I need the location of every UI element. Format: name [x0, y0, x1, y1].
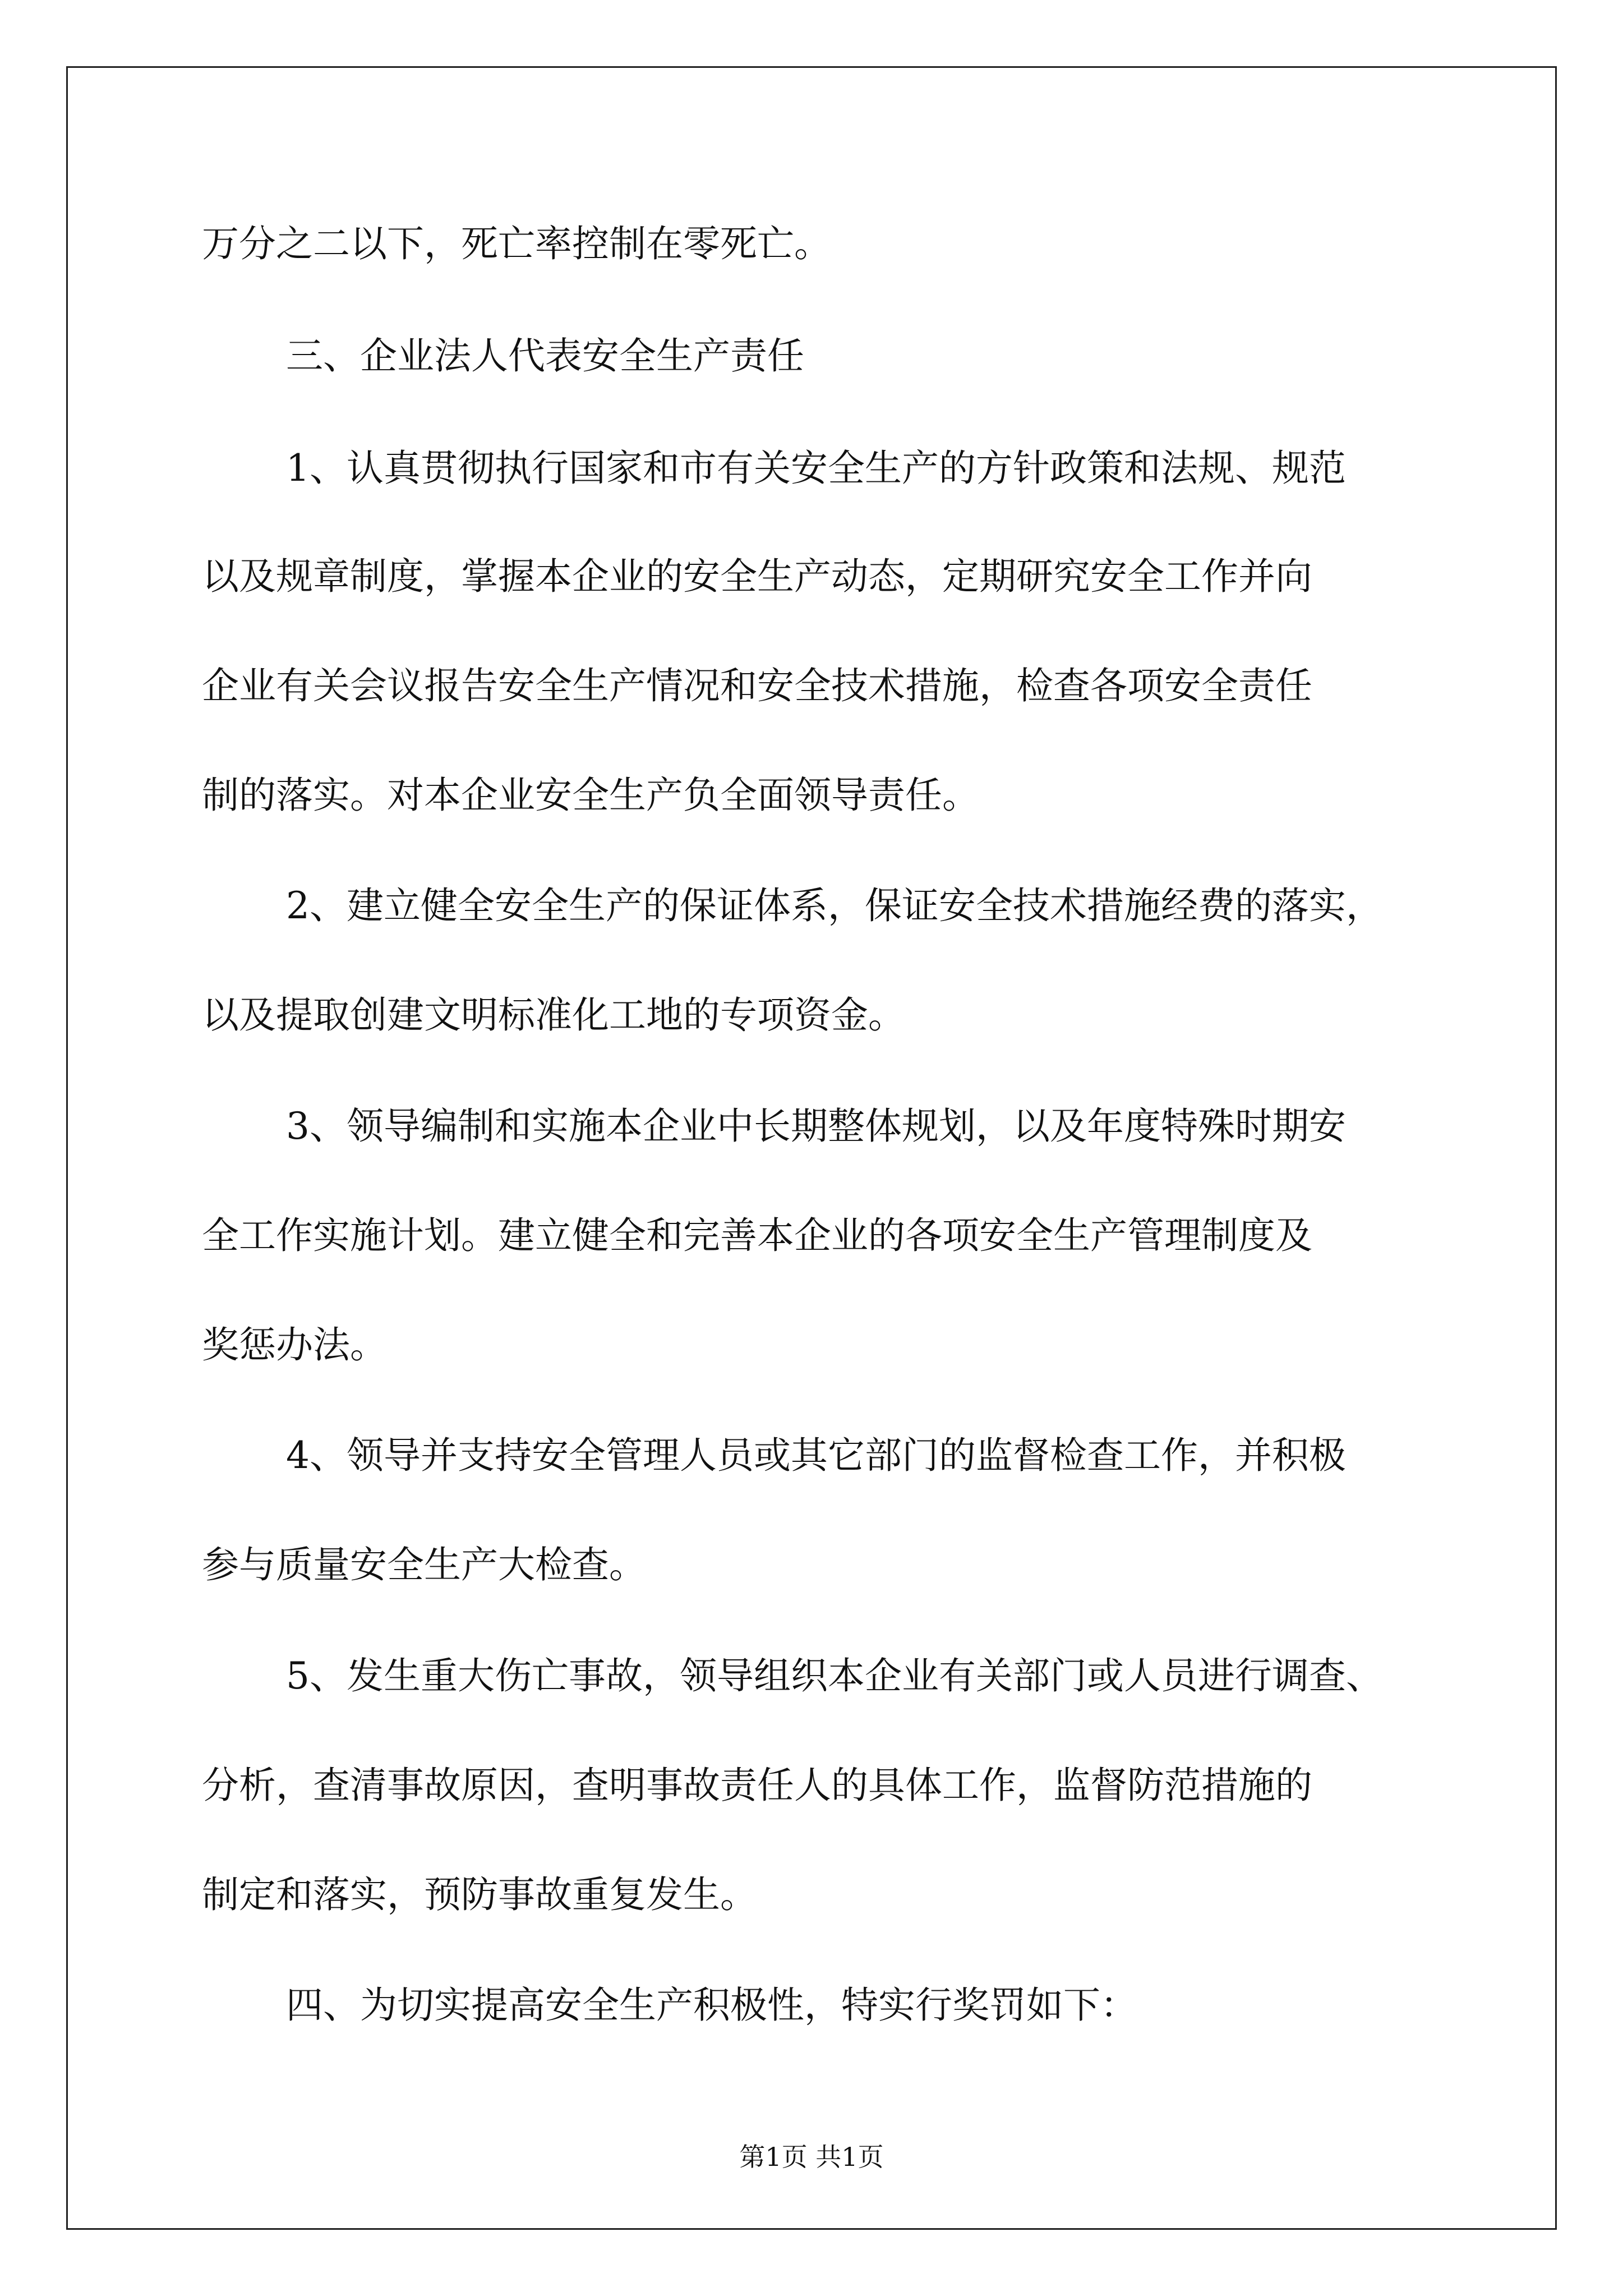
text-line: 万分之二以下，死亡率控制在零死亡。 — [202, 222, 831, 265]
text-line: 参与质量安全生产大检查。 — [202, 1543, 646, 1586]
text-line: 2、建立健全安全生产的保证体系，保证安全技术措施经费的落实， — [286, 884, 1383, 927]
text-line: 3、领导编制和实施本企业中长期整体规划，以及年度特殊时期安 — [286, 1105, 1346, 1148]
text-line: 5、发生重大伤亡事故，领导组织本企业有关部门或人员进行调查、 — [286, 1654, 1383, 1697]
text-line: 分析，查清事故原因，查明事故责任人的具体工作，监督防范措施的 — [202, 1764, 1312, 1807]
text-line: 全工作实施计划。建立健全和完善本企业的各项安全生产管理制度及 — [202, 1214, 1312, 1257]
text-line: 制定和落实，预防事故重复发生。 — [202, 1873, 757, 1916]
section-heading: 四、为切实提高安全生产积极性，特实行奖罚如下： — [286, 1984, 1137, 2027]
text-line: 奖惩办法。 — [202, 1323, 387, 1366]
page-footer: 第1页 共1页 — [739, 2142, 884, 2172]
section-heading: 三、企业法人代表安全生产责任 — [286, 334, 804, 378]
text-line: 制的落实。对本企业安全生产负全面领导责任。 — [202, 774, 979, 817]
text-line: 4、领导并支持安全管理人员或其它部门的监督检查工作，并积极 — [286, 1434, 1346, 1477]
text-line: 以及规章制度，掌握本企业的安全生产动态，定期研究安全工作并向 — [202, 555, 1312, 598]
text-line: 1、认真贯彻执行国家和市有关安全生产的方针政策和法规、规范 — [286, 447, 1346, 490]
text-line: 以及提取创建文明标准化工地的专项资金。 — [202, 993, 905, 1037]
text-line: 企业有关会议报告安全生产情况和安全技术措施，检查各项安全责任 — [202, 664, 1312, 707]
